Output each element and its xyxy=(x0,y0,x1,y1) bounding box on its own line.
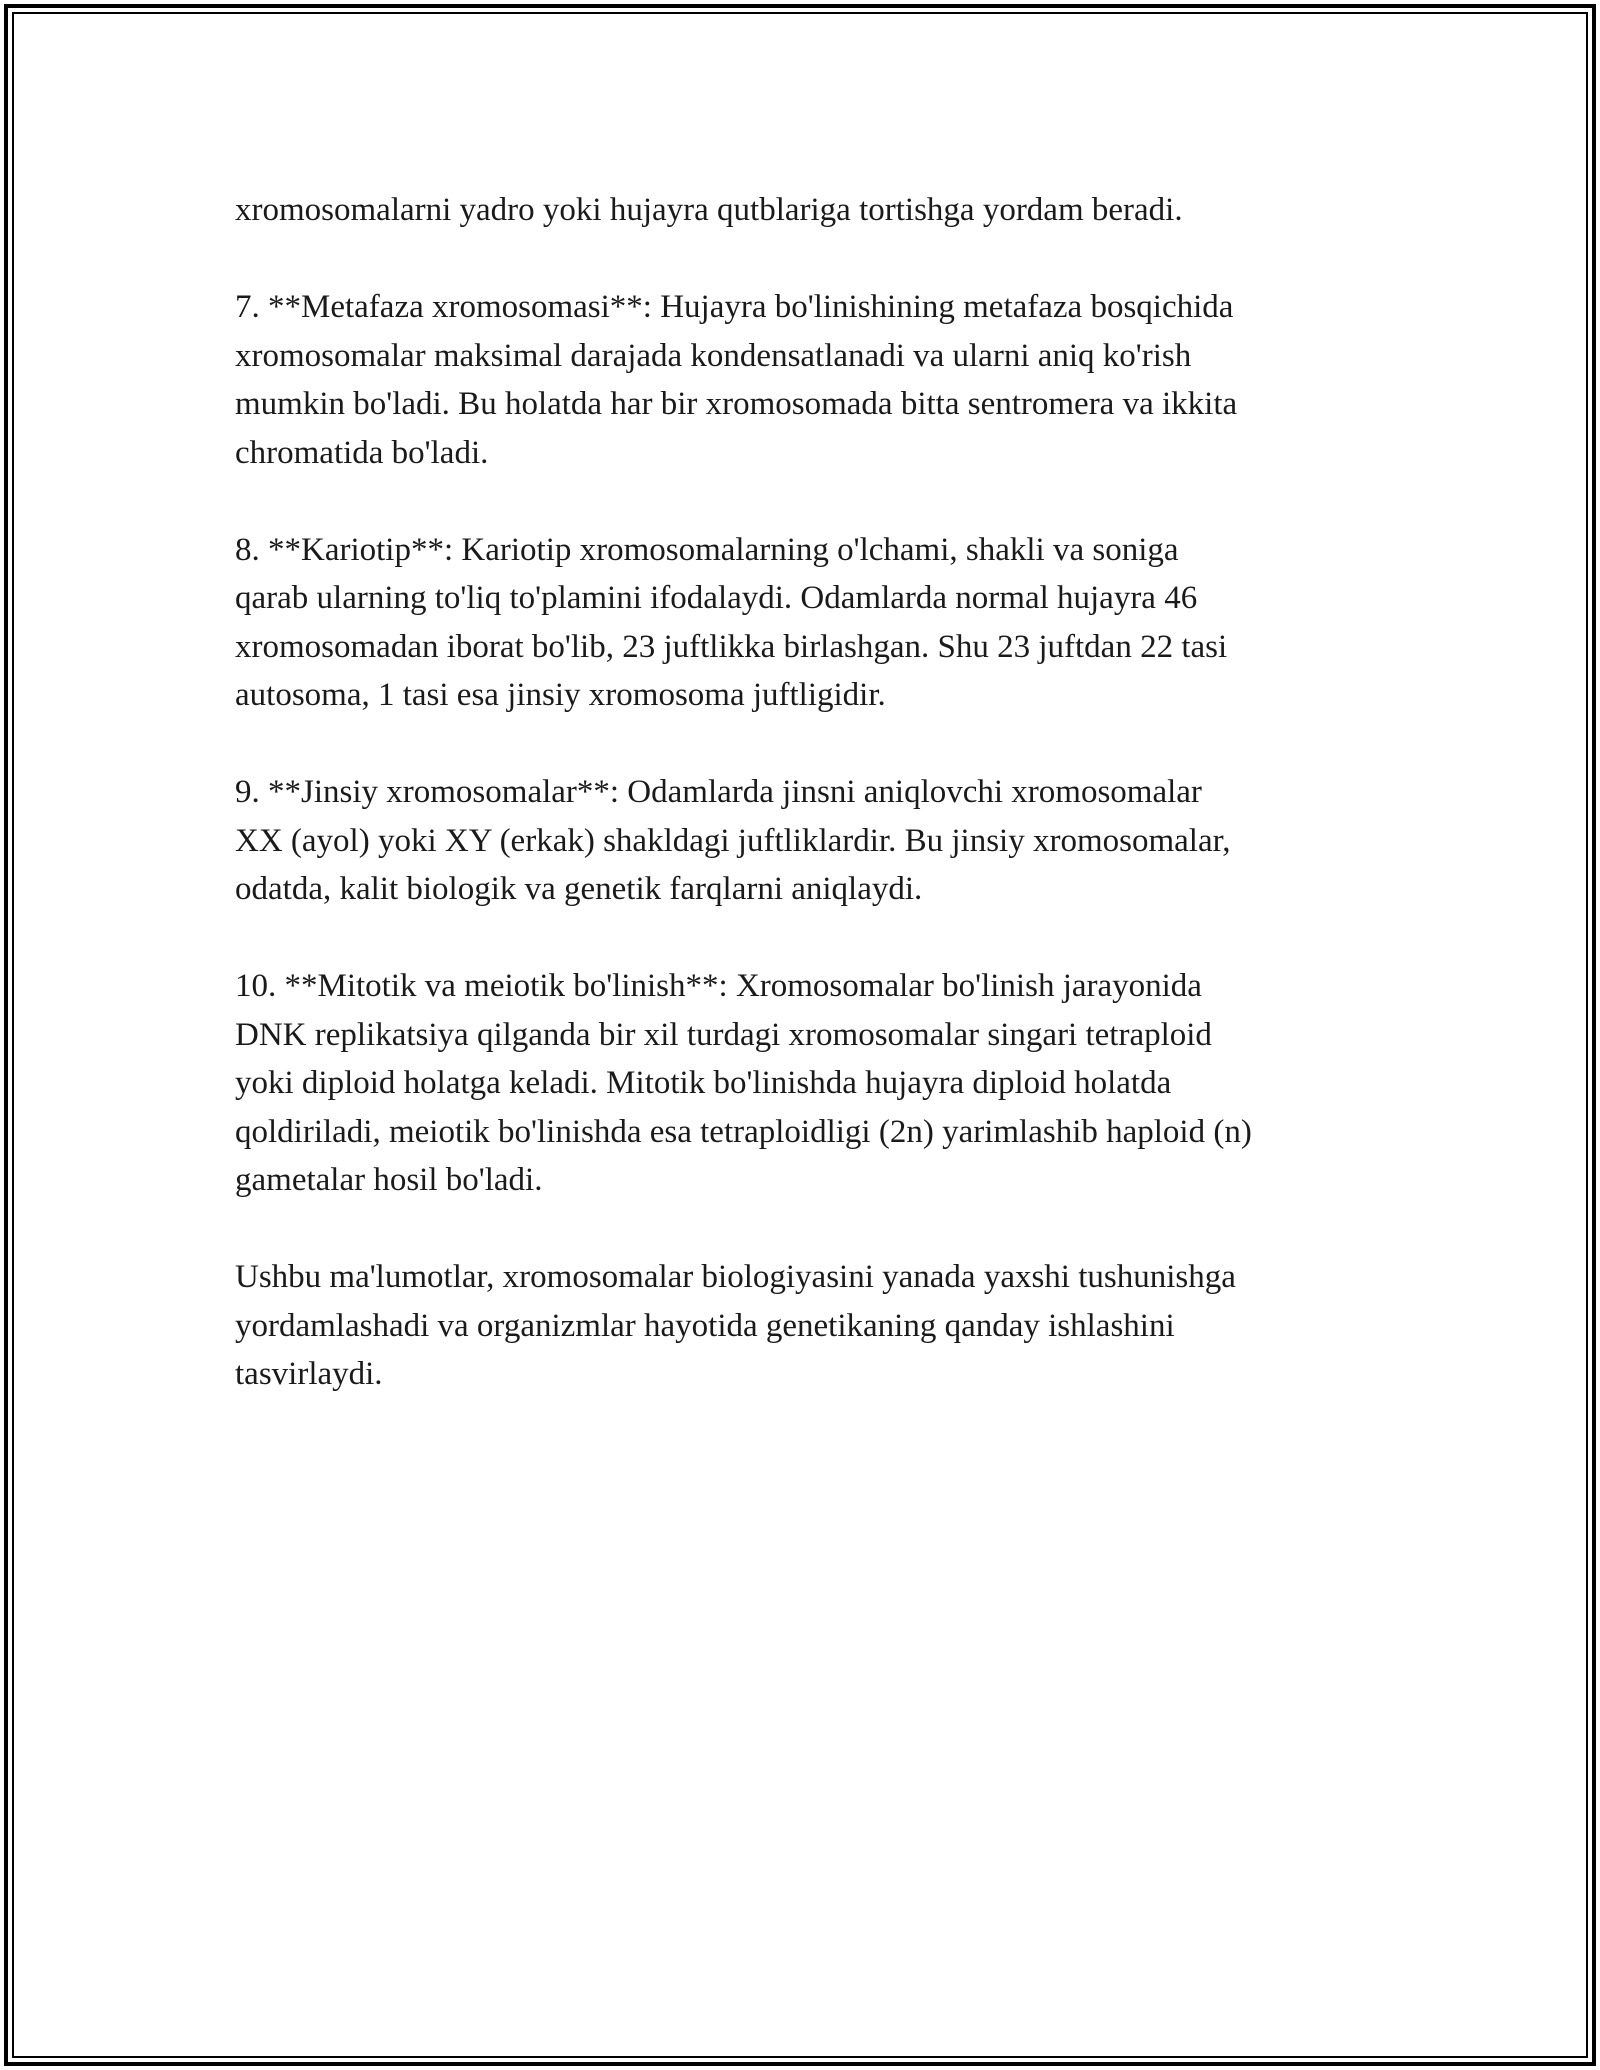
text-line: qarab ularning to'liq to'plamini ifodalaydi. Odamlarda normal hujayra 46 xyxy=(235,580,1198,616)
text-line: xromosomalar maksimal darajada kondensatlanadi va ularni aniq ko'rish xyxy=(235,337,1192,374)
text-line: xromosomalarni yadro yoki hujayra qutblariga tortishga yordam beradi. xyxy=(235,192,1183,228)
text-line: chromatida bo'ladi. xyxy=(235,434,489,471)
document-body xyxy=(235,186,1375,1447)
text-line: 9. **Jinsiy xromosomalar**: Odamlarda jinsni aniqlovchi xromosomalar xyxy=(235,774,1202,810)
text-line: DNK replikatsiya qilganda bir xil turdagi xromosomalar singari tetraploid xyxy=(235,1016,1212,1053)
text-line: qoldiriladi, meiotik bo'linishda esa tetraploidligi (2n) yarimlashib haploid (n) xyxy=(235,1113,1252,1150)
text-line: 10. **Mitotik va meiotik bo'linish**: Xromosomalar bo'linish jarayonida xyxy=(235,968,1202,1004)
paragraph-item-8-kariotip xyxy=(235,526,1375,720)
paragraph-continuation xyxy=(235,186,1375,235)
text-line: xromosomadan iborat bo'lib, 23 juftlikka birlashgan. Shu 23 juftdan 22 tasi xyxy=(235,628,1228,665)
paragraph-item-9-jinsiy xyxy=(235,768,1375,914)
text-line: 7. **Metafaza xromosomasi**: Hujayra bo'linishining metafaza bosqichida xyxy=(235,289,1234,325)
text-line: odatda, kalit biologik va genetik farqlarni aniqlaydi. xyxy=(235,871,923,907)
paragraph-item-7-metafaza xyxy=(235,283,1375,477)
text-line: autosoma, 1 tasi esa jinsiy xromosoma juftligidir. xyxy=(235,677,886,713)
text-line: Ushbu ma'lumotlar, xromosomalar biologiyasini yanada yaxshi tushunishga xyxy=(235,1259,1236,1295)
text-line: yoki diploid holatga keladi. Mitotik bo'linishda hujayra diploid holatda xyxy=(235,1065,1172,1101)
paragraph-conclusion xyxy=(235,1253,1375,1399)
text-line: XX (ayol) yoki XY (erkak) shakldagi juftliklardir. Bu jinsiy xromosomalar, xyxy=(235,822,1231,859)
text-line: gametalar hosil bo'ladi. xyxy=(235,1162,543,1198)
text-line: 8. **Kariotip**: Kariotip xromosomalarning o'lchami, shakli va soniga xyxy=(235,531,1179,568)
paragraph-item-10-bolinish xyxy=(235,962,1375,1205)
text-line: tasvirlaydi. xyxy=(235,1356,383,1392)
text-line: mumkin bo'ladi. Bu holatda har bir xromosomada bitta sentromera va ikkita xyxy=(235,386,1238,422)
text-line: yordamlashadi va organizmlar hayotida genetikaning qanday ishlashini xyxy=(235,1307,1175,1344)
